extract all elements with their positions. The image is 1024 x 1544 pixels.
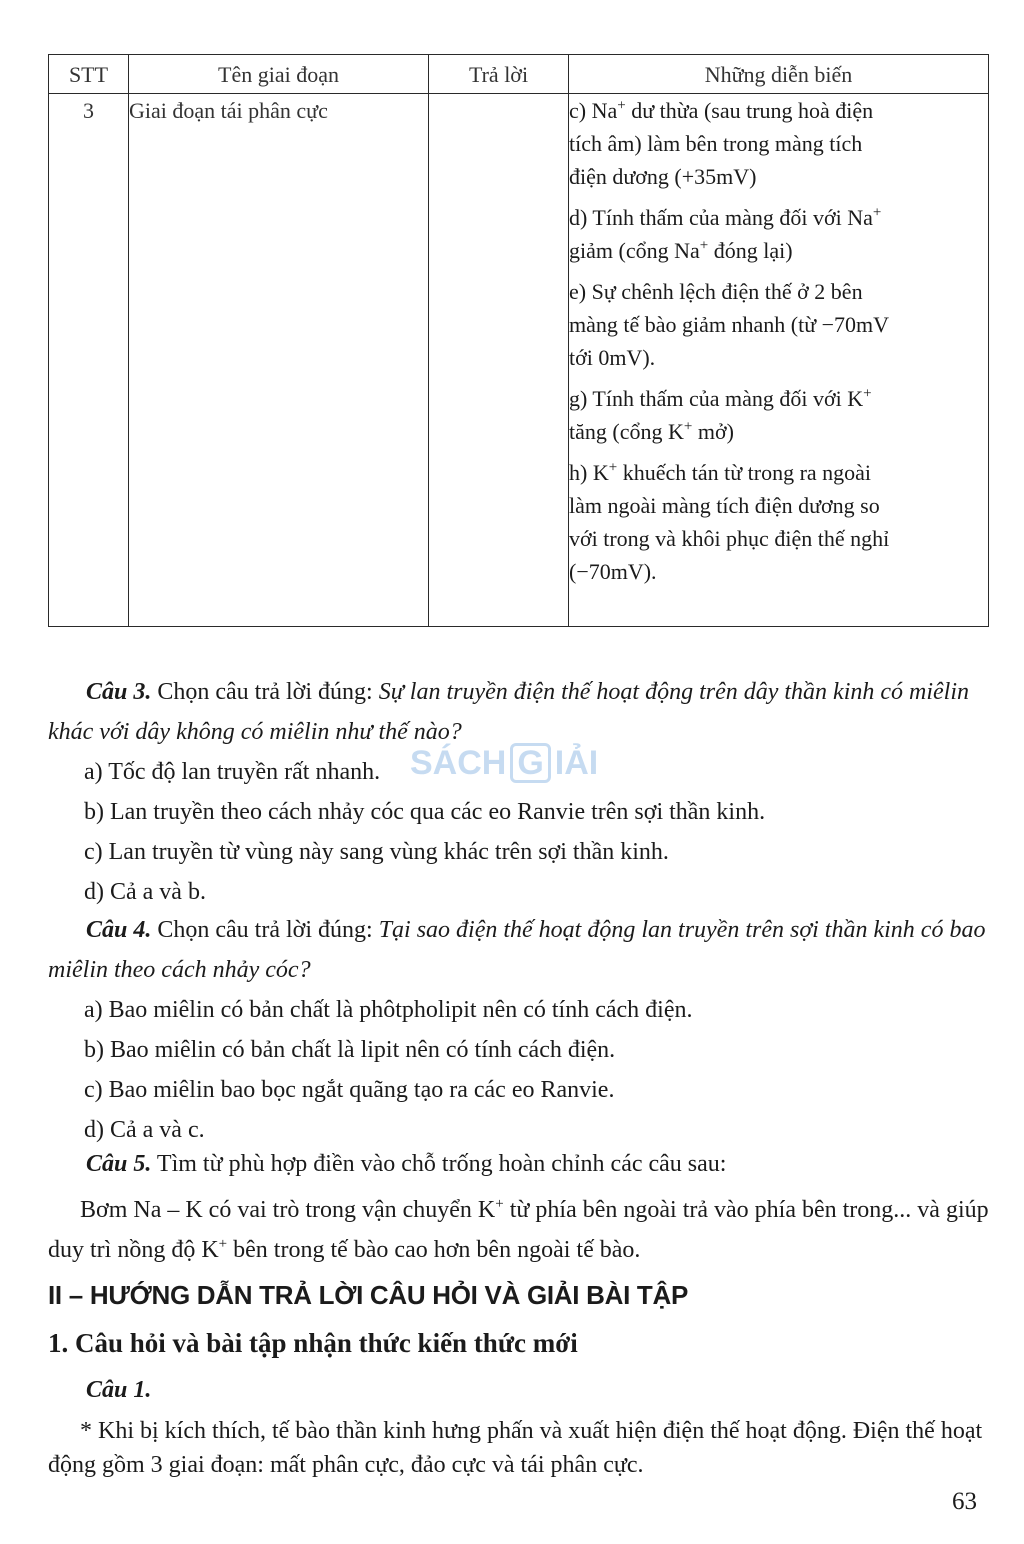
event-line <box>569 522 988 555</box>
question-5-body <box>48 1190 990 1270</box>
question-5-text-c: bên trong tế bào cao hơn bên ngoài tế bào. <box>227 1237 641 1263</box>
event-text: (−70mV). <box>569 559 657 584</box>
header-events: Những diễn biến <box>569 55 989 94</box>
superscript-plus: + <box>495 1196 504 1212</box>
superscript-plus: + <box>608 459 618 476</box>
event-line <box>569 341 988 374</box>
watermark-right: IẢI <box>554 743 599 782</box>
event-text: làm ngoài màng tích điện dương so <box>569 493 880 518</box>
question-3-stem <box>48 672 990 752</box>
question-3-text: Sự lan truyền điện thế hoạt động trên dây thần kinh có miêlin khác với dây không có miêlin như thế nào? <box>48 679 970 745</box>
event-text: khuếch tán từ trong ra ngoài <box>617 460 872 485</box>
page-number: 63 <box>952 1488 977 1515</box>
question-3-option-a: a) Tốc độ lan truyền rất nhanh. <box>84 759 381 785</box>
question-5-text-b: từ phía bên ngoài trả vào phía bên trong... và giúp duy trì nồng độ K <box>48 1197 989 1263</box>
question-5-stem <box>48 1144 990 1184</box>
header-stt: STT <box>49 55 129 94</box>
question-3 <box>48 672 990 912</box>
event-item <box>569 275 988 374</box>
watermark-box: G <box>510 743 550 783</box>
superscript-plus: + <box>699 237 709 254</box>
question-4-option-c: c) Bao miêlin bao bọc ngắt quãng tạo ra các eo Ranvie. <box>84 1077 615 1103</box>
event-text: đóng lại) <box>708 238 793 263</box>
event-item <box>569 382 988 448</box>
question-3-option-d: d) Cả a và b. <box>84 879 206 905</box>
event-text: c) Na <box>569 98 618 123</box>
subsection-heading: 1. Câu hỏi và bài tập nhận thức kiến thức mới <box>48 1328 578 1358</box>
question-4-text: Tại sao điện thế hoạt động lan truyền trên sợi thần kinh có bao miêlin theo cách nhảy cóc? <box>48 917 986 983</box>
event-item <box>569 201 988 267</box>
event-line <box>569 160 988 193</box>
event-line <box>569 382 988 415</box>
event-line <box>569 127 988 160</box>
question-5 <box>48 1144 990 1270</box>
event-text: điện dương (+35mV) <box>569 164 757 189</box>
superscript-plus: + <box>683 418 693 435</box>
question-4-option-a: a) Bao miêlin có bản chất là phôtpholipit nên có tính cách điện. <box>84 997 693 1023</box>
event-line <box>569 94 988 127</box>
event-text: tới 0mV). <box>569 345 656 370</box>
question-5-prompt: Tìm từ phù hợp điền vào chỗ trống hoàn chỉnh các câu sau: <box>151 1151 727 1177</box>
event-line <box>569 201 988 234</box>
row-stt: 3 <box>49 94 129 627</box>
event-text: với trong và khôi phục điện thế nghỉ <box>569 526 890 551</box>
events-list <box>569 94 988 588</box>
event-text: e) Sự chênh lệch điện thế ở 2 bên <box>569 279 863 304</box>
header-answer: Trả lời <box>429 55 569 94</box>
event-line <box>569 234 988 267</box>
question-4-prompt: Chọn câu trả lời đúng: <box>151 917 379 943</box>
header-stage-name: Tên giai đoạn <box>129 55 429 94</box>
question-4 <box>48 910 990 1150</box>
section-heading: II – HƯỚNG DẪN TRẢ LỜI CÂU HỎI VÀ GIẢI BÀI TẬP <box>48 1280 689 1310</box>
answer-1-label-line <box>48 1370 990 1410</box>
event-text: tích âm) làm bên trong màng tích <box>569 131 863 156</box>
answer-1-label: Câu 1. <box>86 1377 152 1403</box>
superscript-plus: + <box>872 204 882 221</box>
answer-1-text: * Khi bị kích thích, tế bào thần kinh hưng phấn và xuất hiện điện thế hoạt động. Điện thế hoạt động gồm 3 giai đoạn: mất phân cực, đảo cực và tái phân cực. <box>48 1418 983 1478</box>
event-text: màng tế bào giảm nhanh (từ −70mV <box>569 312 890 337</box>
stage-table <box>48 54 989 627</box>
row-stage-name: Giai đoạn tái phân cực <box>129 94 429 627</box>
event-text: giảm (cổng Na <box>569 238 700 263</box>
event-line <box>569 489 988 522</box>
event-text: g) Tính thấm của màng đối với K <box>569 386 864 411</box>
event-line <box>569 308 988 341</box>
question-4-option-b: b) Bao miêlin có bản chất là lipit nên có tính cách điện. <box>84 1037 616 1063</box>
question-3-prompt: Chọn câu trả lời đúng: <box>151 679 379 705</box>
question-5-label: Câu 5. <box>86 1151 152 1177</box>
event-line <box>569 275 988 308</box>
event-item <box>569 456 988 588</box>
row-answer <box>429 94 569 627</box>
event-text: h) K <box>569 460 609 485</box>
event-text: mở) <box>692 419 734 444</box>
answer-1 <box>48 1370 990 1482</box>
superscript-plus: + <box>218 1236 228 1252</box>
event-text: d) Tính thấm của màng đối với Na <box>569 205 873 230</box>
question-3-label: Câu 3. <box>86 679 152 705</box>
superscript-plus: + <box>863 385 872 402</box>
event-line <box>569 456 988 489</box>
event-text: dư thừa (sau trung hoà điện <box>625 98 874 123</box>
event-text: tăng (cổng K <box>569 419 684 444</box>
question-4-label: Câu 4. <box>86 917 152 943</box>
event-line <box>569 415 988 448</box>
question-5-text-a: Bơm Na – K có vai trò trong vận chuyển K <box>80 1197 496 1223</box>
question-3-option-c: c) Lan truyền từ vùng này sang vùng khác trên sợi thần kinh. <box>84 839 669 865</box>
question-3-option-b: b) Lan truyền theo cách nhảy cóc qua các eo Ranvie trên sợi thần kinh. <box>84 799 766 825</box>
question-4-option-d: d) Cả a và c. <box>84 1117 205 1143</box>
watermark-left: SÁCH <box>410 743 507 782</box>
row-events <box>569 94 989 627</box>
table-header-row <box>49 55 989 94</box>
question-4-stem <box>48 910 990 990</box>
event-line <box>569 555 988 588</box>
event-item <box>569 94 988 193</box>
table-row <box>49 94 989 627</box>
superscript-plus: + <box>617 97 626 114</box>
